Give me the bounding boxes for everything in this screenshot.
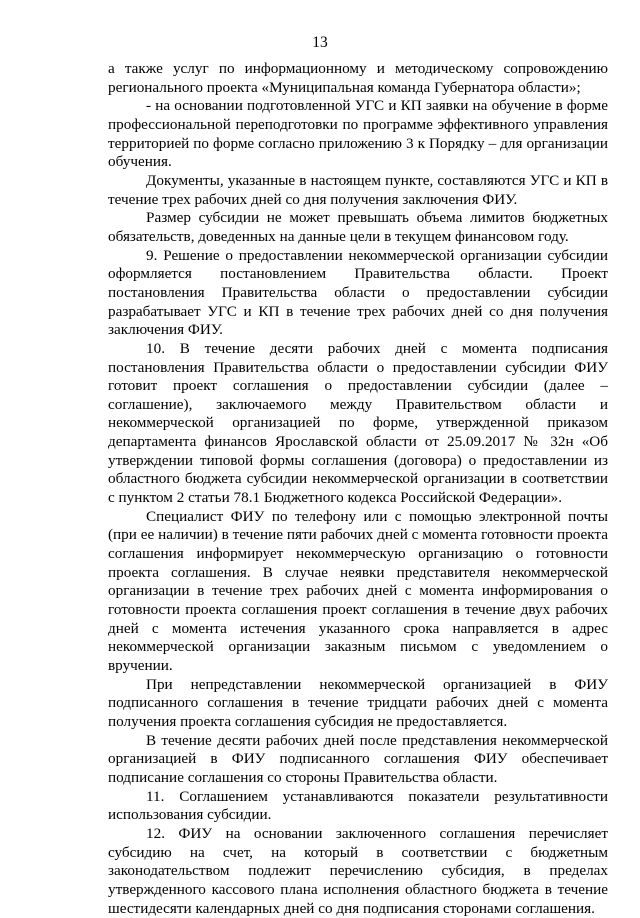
paragraph-documents-deadline: Документы, указанные в настоящем пункте, составляются УГС и КП в течение трех рабочих дней со дня получения заключения ФИУ.: [108, 171, 608, 208]
paragraph-item-9: 9. Решение о предоставлении некоммерческой организации субсидии оформляется постановлением Правительства области. Проект постановления Правительства области о предоставлении субсидии разрабатывает УГС и КП в течение трех рабочих дней со дня получения заключения ФИУ.: [108, 246, 608, 339]
paragraph-specialist-notice: Специалист ФИУ по телефону или с помощью электронной почты (при ее наличии) в течение пяти рабочих дней с момента готовности проекта соглашения информирует некоммерческую организацию о готовности проекта соглашения. В случае неявки представителя некоммерческой организации в течение трех рабочих дней с момента информирования о готовности проекта соглашения проект соглашения в течение двух рабочих дней с момента истечения указанного срока направляется в адрес некоммерческой организации заказным письмом с уведомлением о вручении.: [108, 507, 608, 674]
paragraph-signing: В течение десяти рабочих дней после представления некоммерческой организацией в ФИУ подписанного соглашения ФИУ обеспечивает подписание соглашения со стороны Правительства области.: [108, 731, 608, 786]
paragraph-item-12: 12. ФИУ на основании заключенного соглашения перечисляет субсидию на счет, на который в соответствии с бюджетным законодательством подлежит перечислению субсидия, в пределах утвержденного кассового плана исполнения областного бюджета в течение шестидесяти календарных дней со дня подписания сторонами соглашения.: [108, 824, 608, 917]
document-body: [108, 60, 608, 918]
page-number: 13: [312, 34, 328, 51]
paragraph-item-11: 11. Соглашением устанавливаются показатели результативности использования субсидии.: [108, 787, 608, 824]
paragraph-training-application: - на основании подготовленной УГС и КП заявки на обучение в форме профессиональной переподготовки по программе эффективного управления территорией по форме согласно приложению 3 к Порядку – для организации обучения.: [108, 97, 608, 171]
paragraph-subsidy-limit: Размер субсидии не может превышать объема лимитов бюджетных обязательств, доведенных на данные цели в текущем финансовом году.: [108, 209, 608, 245]
paragraph-services-support: а также услуг по информационному и методическому сопровождению регионального проекта «Муниципальная команда Губернатора области»;: [108, 60, 608, 96]
paragraph-non-submission: При непредставлении некоммерческой организацией в ФИУ подписанного соглашения в течение тридцати рабочих дней с момента получения проекта соглашения субсидия не предоставляется.: [108, 675, 608, 730]
paragraph-item-10: 10. В течение десяти рабочих дней с момента подписания постановления Правительства области о предоставлении субсидии ФИУ готовит проект соглашения о предоставлении субсидии (далее – соглашение), заключаемого между Правительством области и некоммерческой организацией по форме, утвержденной приказом департамента финансов Ярославской области от 25.09.2017 № 32н «Об утверждении типовой формы соглашения (договора) о предоставлении из областного бюджета субсидии некоммерческой организации в соответствии с пунктом 2 статьи 78.1 Бюджетного кодекса Российской Федерации».: [108, 339, 608, 507]
